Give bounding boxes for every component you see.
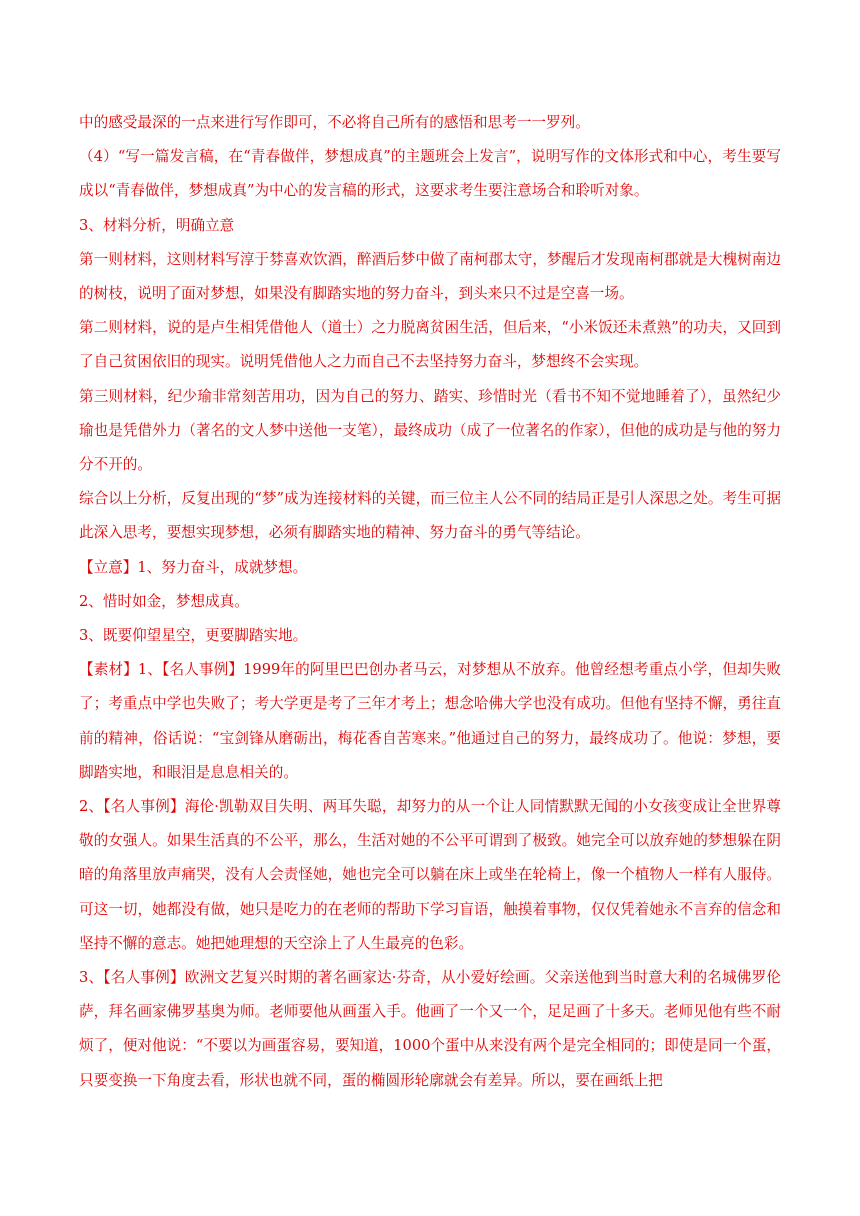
- theme-item-1: 【立意】1、努力奋斗，成就梦想。: [79, 558, 308, 576]
- material-example-2: 2、【名人事例】海伦·凯勒双目失明、两耳失聪，却努力的从一个让人同情默默无闻的小女孩变成让全世界尊敬的女强人。如果生活真的不公平，那么，生活对她的不公平可谓到了极致。她完全可以放弃她的梦想躲在阴暗的角落里放声痛哭，没有人会责怪她，她也完全可以躺在床上或坐在轮椅上，像一个植物人一样有人服侍。可这一切，她都没有做，她只是吃力的在老师的帮助下学习盲语，触摸着事物，仅仅凭着她永不言弃的信念和坚持不懈的意志。她把她理想的天空涂上了人生最亮的色彩。: [79, 798, 781, 952]
- theme-item-2: 2、惜时如金，梦想成真。: [79, 592, 249, 610]
- material-example-1: 【素材】1、【名人事例】1999年的阿里巴巴创办者马云，对梦想从不放弃。他曾经想考重点小学，但却失败了；考重点中学也失败了；考大学更是考了三年才考上；想念哈佛大学也没有成功。但他有坚持不懈，勇往直前的精神，俗话说：“宝剑锋从磨砺出，梅花香自苦寒来。”他通过自己的努力，最终成功了。他说：梦想，要脚踏实地，和眼泪是息息相关的。: [79, 661, 781, 781]
- paragraph-material-2: 第二则材料，说的是卢生相凭借他人（道士）之力脱离贫困生活，但后来，“小米饭还未煮熟”的功夫，又回到了自己贫困依旧的现实。说明凭借他人之力而自己不去坚持努力奋斗，梦想终不会实现。: [79, 319, 781, 371]
- paragraph-material-3: 第三则材料，纪少瑜非常刻苦用功，因为自己的努力、踏实、珍惜时光（看书不知不觉地睡着了），虽然纪少瑜也是凭借外力（著名的文人梦中送他一支笔），最终成功（成了一位著名的作家），但他的成功是与他的努力分不开的。: [79, 387, 781, 474]
- section-heading-material-analysis: 3、材料分析，明确立意: [79, 216, 235, 234]
- material-example-3: 3、【名人事例】欧洲文艺复兴时期的著名画家达·芬奇，从小爱好绘画。父亲送他到当时意大利的名城佛罗伦萨，拜名画家佛罗基奥为师。老师要他从画蛋入手。他画了一个又一个，足足画了十多天。老师见他有些不耐烦了，便对他说：“不要以为画蛋容易，要知道，1000个蛋中从来没有两个是完全相同的；即使是同一个蛋，只要变换一下角度去看，形状也就不同，蛋的椭圆形轮廓就会有差异。所以，要在画纸上把: [79, 969, 781, 1089]
- paragraph-point-4: （4）“写一篇发言稿，在“青春做伴，梦想成真”的主题班会上发言”，说明写作的文体形式和中心，考生要写成以“青春做伴，梦想成真”为中心的发言稿的形式，这要求考生要注意场合和聆听对象。: [79, 148, 781, 200]
- paragraph-continuation: 中的感受最深的一点来进行写作即可，不必将自己所有的感悟和思考一一罗列。: [79, 114, 590, 131]
- theme-item-3: 3、既要仰望星空，更要脚踏实地。: [79, 627, 308, 645]
- body-text: [79, 106, 781, 1098]
- paragraph-material-1: 第一则材料，这则材料写淳于棼喜欢饮酒，醉酒后梦中做了南柯郡太守，梦醒后才发现南柯郡就是大槐树南边的树枝，说明了面对梦想，如果没有脚踏实地的努力奋斗，到头来只不过是空喜一场。: [79, 250, 781, 303]
- paragraph-summary: 综合以上分析，反复出现的“梦”成为连接材料的关键，而三位主人公不同的结局正是引人深思之处。考生可据此深入思考，要想实现梦想，必须有脚踏实地的精神、努力奋斗的勇气等结论。: [79, 490, 781, 542]
